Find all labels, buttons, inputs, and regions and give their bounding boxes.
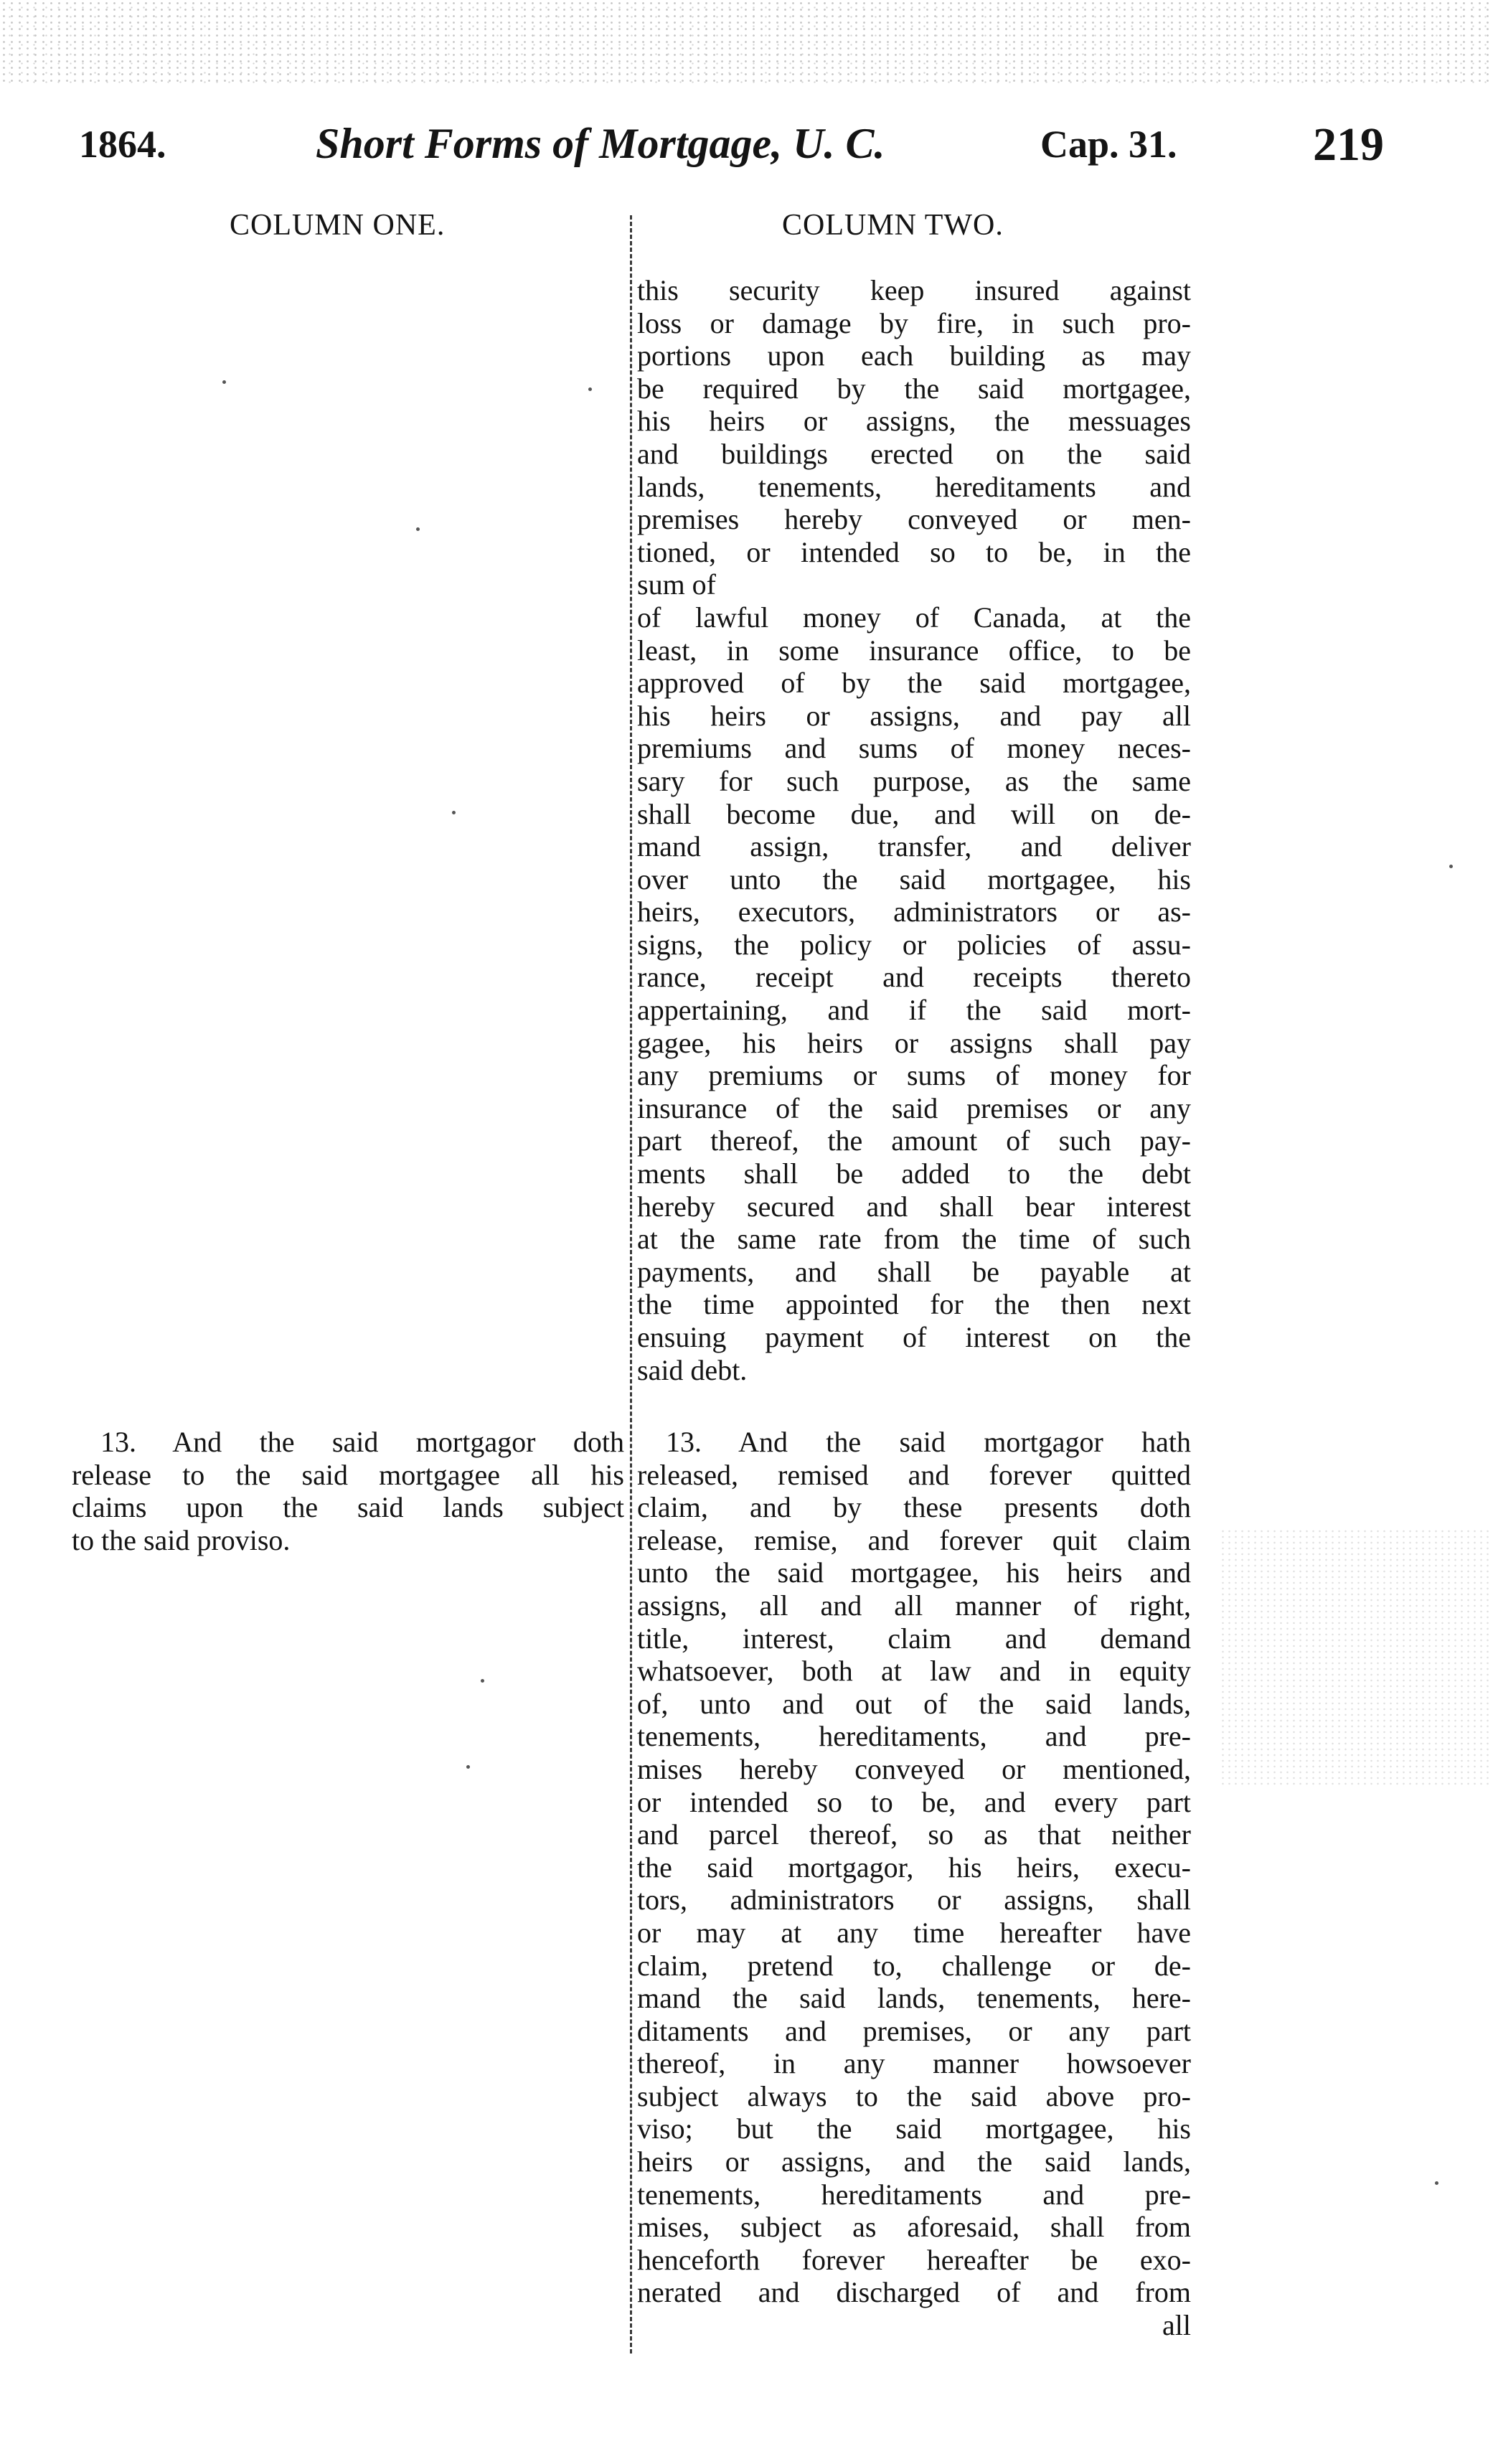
scan-noise-top [0,0,1493,86]
text-line: insurance of the said premises or any [637,1091,1191,1124]
text-line: release to the said mortgagee all his [72,1458,624,1491]
text-line: tenements, hereditaments, and pre- [637,1720,1191,1753]
scan-speck [416,527,420,531]
text-line: tors, administrators or assigns, shall [637,1884,1191,1917]
text-line: whatsoever, both at law and in equity [637,1655,1191,1688]
text-line: mand the said lands, tenements, here- [637,1982,1191,2015]
text-line: tenements, hereditaments and pre- [637,2178,1191,2211]
text-line: said debt. [637,1353,748,1386]
text-line: claims upon the said lands subject [72,1491,624,1524]
scan-speck [1449,865,1453,868]
text-line: payments, and shall be payable at [637,1255,1191,1288]
text-line: of, unto and out of the said lands, [637,1687,1191,1720]
text-line: shall become due, and will on de- [637,797,1191,830]
running-head-chapter: Cap. 31. [1040,123,1177,166]
text-line: to the said proviso. [72,1523,291,1556]
text-line: heirs, executors, administrators or as- [637,895,1191,928]
scan-speck [466,1765,470,1769]
text-line: this security keep insured against [637,274,1191,306]
text-line: mand assign, transfer, and deliver [637,830,1191,863]
column-one-section-13 [72,1426,624,1556]
column-two-section-12 [637,274,1191,1386]
column-two-heading: COLUMN TWO. [782,209,1004,242]
text-line: signs, the policy or policies of assu- [637,928,1191,961]
running-head-year: 1864. [79,123,166,166]
text-line: appertaining, and if the said mort- [637,994,1191,1027]
text-line: thereof, in any manner howsoever [637,2047,1191,2080]
text-line: his heirs or assigns, the messuages [637,405,1191,438]
text-line: title, interest, claim and demand [637,1622,1191,1655]
text-line: lands, tenements, hereditaments and [637,470,1191,503]
text-line: ments shall be added to the debt [637,1157,1191,1190]
text-line: henceforth forever hereafter be exo- [637,2243,1191,2276]
text-line: mises hereby conveyed or mentioned, [637,1752,1191,1785]
text-line: all [1162,2309,1191,2342]
page-number: 219 [1313,118,1384,171]
text-line: ensuing payment of interest on the [637,1321,1191,1353]
scan-speck [452,811,456,814]
text-line: claim, pretend to, challenge or de- [637,1949,1191,1982]
text-line: assigns, all and all manner of right, [637,1589,1191,1622]
text-line: or may at any time hereafter have [637,1916,1191,1949]
text-line: sary for such purpose, as the same [637,764,1191,797]
text-line: nerated and discharged of and from [637,2276,1191,2309]
text-line: part thereof, the amount of such pay- [637,1124,1191,1157]
column-one-heading: COLUMN ONE. [230,209,446,242]
scan-noise-margin [1220,1528,1493,1787]
text-line: and buildings erected on the said [637,437,1191,470]
text-line: at the same rate from the time of such [637,1223,1191,1256]
text-line: the said mortgagor, his heirs, execu- [637,1851,1191,1884]
text-line: over unto the said mortgagee, his [637,862,1191,895]
text-line: be required by the said mortgagee, [637,372,1191,405]
running-head [79,115,1464,179]
text-line: of lawful money of Canada, at the [637,601,1191,634]
scan-speck [588,387,592,391]
text-line: gagee, his heirs or assigns shall pay [637,1026,1191,1059]
text-line: rance, receipt and receipts thereto [637,961,1191,994]
scan-speck [481,1679,484,1683]
text-line: mises, subject as aforesaid, shall from [637,2211,1191,2244]
text-line: heirs or assigns, and the said lands, [637,2145,1191,2178]
text-line: least, in some insurance office, to be [637,634,1191,667]
text-line: any premiums or sums of money for [637,1059,1191,1092]
text-line: ditaments and premises, or any part [637,2014,1191,2047]
text-line: loss or damage by fire, in such pro- [637,306,1191,339]
text-line: premiums and sums of money neces- [637,732,1191,765]
text-line: subject always to the said above pro- [637,2079,1191,2112]
column-divider [630,215,632,2354]
scan-speck [222,380,226,384]
text-line: his heirs or assigns, and pay all [637,699,1191,732]
running-head-title: Short Forms of Mortgage, U. C. [316,120,885,167]
column-two-section-13 [637,1426,1191,2342]
text-line: sum of [637,568,716,601]
text-line: release, remise, and forever quit claim [637,1523,1191,1556]
text-line: unto the said mortgagee, his heirs and [637,1556,1191,1589]
text-line: or intended so to be, and every part [637,1785,1191,1818]
text-line: and parcel thereof, so as that neither [637,1818,1191,1851]
text-line: released, remised and forever quitted [637,1458,1191,1491]
text-line: approved of by the said mortgagee, [637,667,1191,700]
text-line: hereby secured and shall bear interest [637,1190,1191,1223]
text-line: the time appointed for the then next [637,1288,1191,1321]
text-line: 13. And the said mortgagor doth [100,1426,624,1458]
scan-speck [1435,2181,1438,2185]
text-line: 13. And the said mortgagor hath [666,1426,1191,1458]
text-line: tioned, or intended so to be, in the [637,535,1191,568]
text-line: portions upon each building as may [637,339,1191,372]
text-line: viso; but the said mortgagee, his [637,2112,1191,2145]
text-line: premises hereby conveyed or men- [637,503,1191,536]
text-line: claim, and by these presents doth [637,1491,1191,1524]
